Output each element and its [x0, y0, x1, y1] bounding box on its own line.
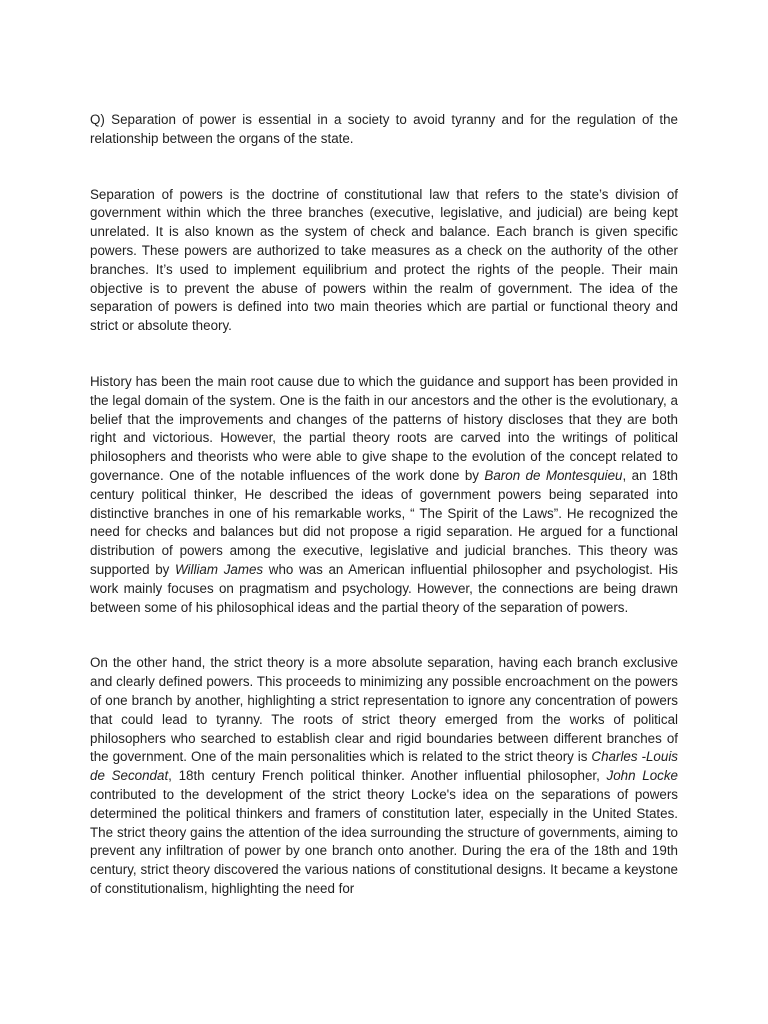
- person-name-william-james: William James: [175, 561, 264, 577]
- document-page: [90, 111, 678, 899]
- question-paragraph: Q) Separation of power is essential in a society to avoid tyranny and for the regulation of the relationship between the organs of the state.: [90, 112, 678, 146]
- paragraph-text: History has been the main root cause due to which the guidance and support has been provided in the legal domain of the system. One is the faith in our ancestors and the other is the evolutionary, a belief that the improvements and changes of the patterns of history discloses that they are both right and victorious. However, the partial theory roots are carved into the writings of political philosophers and theorists who were able to give shape to the evolution of the concept related to governance. One of the notable influences of the work done by: [90, 373, 678, 483]
- paragraph-text: contributed to the development of the strict theory Locke's idea on the separations of powers determined the political thinkers and framers of constitution later, especially in the United States. The strict theory gains the attention of the idea surrounding the structure of governments, aiming to prevent any infiltration of power by one branch onto another. During the era of the 18th and 19th century, strict theory discovered the various nations of constitutional designs. It became a keystone of constitutionalism, highlighting the need for: [90, 786, 678, 896]
- person-name-charles-louis-de-secondat: Charles -Louis de Secondat: [90, 749, 678, 784]
- paragraph-text: On the other hand, the strict theory is a more absolute separation, having each branch exclusive and clearly defined powers. This proceeds to minimizing any possible encroachment on the powers of one branch by another, highlighting a strict representation to ignore any concentration of powers that could lead to tyranny. The roots of strict theory emerged from the works of political philosophers who searched to establish clear and rigid boundaries between different branches of the government. One of the main personalities which is related to the strict theory is: [90, 655, 678, 765]
- person-name-john-locke: John Locke: [606, 768, 678, 784]
- paragraph-text: , an 18th century political thinker, He described the ideas of government powers being separated into distinctive branches in one of his remarkable works, “ The Spirit of the Laws”. He recognized the need for checks and balances but did not propose a rigid separation. He argued for a functional distribution of powers among the executive, legislative and judicial branches. This theory was supported by: [90, 467, 678, 577]
- intro-paragraph: Separation of powers is the doctrine of constitutional law that refers to the state’s division of government within which the three branches (executive, legislative, and judicial) are being kept unrelated. It is also known as the system of check and balance. Each branch is given specific powers. These powers are authorized to take measures as a check on the authority of the other branches. It’s used to implement equilibrium and protect the rights of the people. Their main objective is to prevent the abuse of powers within the realm of government. The idea of the separation of powers is defined into two main theories which are partial or functional theory and strict or absolute theory.: [90, 186, 678, 334]
- person-name-montesquieu: Baron de Montesquieu: [484, 467, 623, 483]
- partial-theory-paragraph: [90, 373, 678, 617]
- paragraph-text: , 18th century French political thinker. Another influential philosopher,: [168, 768, 607, 784]
- strict-theory-paragraph: [90, 654, 678, 898]
- paragraph-text: who was an American influential philosopher and psychologist. His work mainly focuses on pragmatism and psychology. However, the connections are being drawn between some of his philosophical ideas and the partial theory of the separation of powers.: [90, 561, 678, 615]
